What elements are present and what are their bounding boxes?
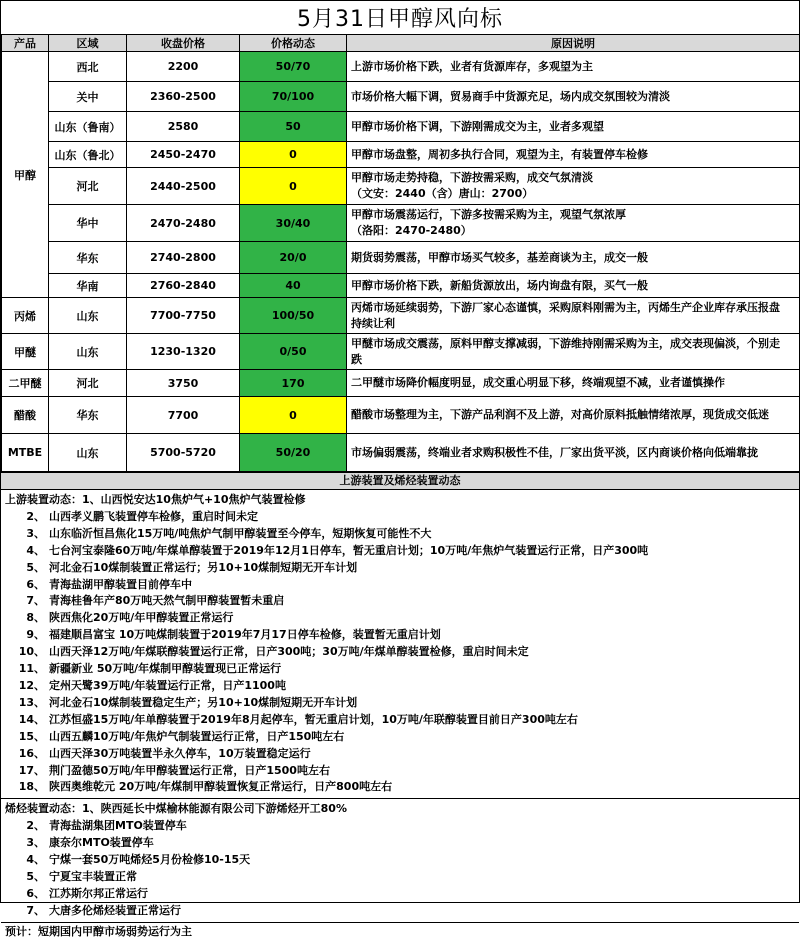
cell-change: 0 xyxy=(240,397,347,434)
cell-region: 河北 xyxy=(49,168,127,205)
cell-reason xyxy=(347,142,800,168)
page-title: 5月31日甲醇风向标 xyxy=(1,1,799,35)
item-number: 17、 xyxy=(18,763,45,777)
header-region: 区域 xyxy=(49,35,127,52)
cell-change: 170 xyxy=(240,370,347,397)
cell-reason xyxy=(347,274,800,298)
reason-line: 甲醇市场走势持稳，下游按需采购，成交气氛清淡 xyxy=(351,171,593,184)
cell-price: 5700-5720 xyxy=(127,434,240,472)
item-number: 5、 xyxy=(26,560,45,574)
cell-price: 7700-7750 xyxy=(127,298,240,334)
cell-region: 山东 xyxy=(49,434,127,472)
table-row xyxy=(2,242,800,274)
item-number: 3、 xyxy=(26,526,45,540)
price-table xyxy=(1,35,800,472)
item-text: 宁煤一套50万吨烯烃5月份检修10-15天 xyxy=(49,853,251,867)
reason-line: 持续让利 xyxy=(351,316,395,330)
cell-change: 40 xyxy=(240,274,347,298)
cell-region: 河北 xyxy=(49,370,127,397)
cell-region: 山东 xyxy=(49,298,127,334)
reason-line: 醋酸市场整理为主，下游产品利润不及上游，对高价原料抵触情绪浓厚，现货成交低迷 xyxy=(351,408,769,421)
table-row xyxy=(2,52,800,82)
cell-reason xyxy=(347,334,800,370)
cell-price: 2360-2500 xyxy=(127,82,240,112)
cell-product: 甲醇 xyxy=(2,52,49,298)
item-text: 山西悦安达10焦炉气+10焦炉气装置检修 xyxy=(100,493,306,506)
list-item xyxy=(5,509,795,526)
item-text: 康奈尔MTO装置停车 xyxy=(49,836,154,850)
item-number: 14、 xyxy=(18,712,45,726)
item-number: 6、 xyxy=(26,886,45,900)
item-text: 山西孝义鹏飞装置停车检修，重启时间未定 xyxy=(49,509,258,523)
list-item xyxy=(5,610,795,627)
reason-line: 市场偏弱震荡，终端业者求购积极性不佳，厂家出货平淡，区内商谈价格向低端靠拢 xyxy=(351,445,758,459)
cell-change: 50 xyxy=(240,112,347,142)
reason-line: 期货弱势震荡，甲醇市场买气较多，基差商谈为主，成交一般 xyxy=(351,250,648,264)
cell-price: 3750 xyxy=(127,370,240,397)
header-reason: 原因说明 xyxy=(347,35,800,52)
cell-region: 山东（鲁南） xyxy=(49,112,127,142)
item-number: 10、 xyxy=(18,645,45,659)
item-number: 4、 xyxy=(26,543,45,557)
list-item xyxy=(5,577,795,594)
reason-line: 二甲醚市场降价幅度明显，成交重心明显下移，终端观望不减，业者谨慎操作 xyxy=(351,376,725,389)
cell-reason xyxy=(347,397,800,434)
cell-reason xyxy=(347,168,800,205)
reason-line: 甲醇市场价格下跌，新船货源放出，场内询盘有限，买气一般 xyxy=(351,278,648,292)
cell-change: 50/20 xyxy=(240,434,347,472)
table-row xyxy=(2,434,800,472)
item-text: 福建顺昌富宝 10万吨煤制装置于2019年7月17日停车检修，装置暂无重启计划 xyxy=(49,628,441,642)
item-number: 12、 xyxy=(18,678,45,692)
list-item xyxy=(5,818,795,835)
list-item xyxy=(5,801,795,818)
cell-region: 山东（鲁北） xyxy=(49,142,127,168)
list-item xyxy=(5,492,795,509)
olefin-list xyxy=(5,801,795,919)
cell-change: 0 xyxy=(240,168,347,205)
table-row xyxy=(2,205,800,242)
cell-product: 丙烯 xyxy=(2,298,49,334)
item-number: 3、 xyxy=(26,836,45,850)
item-number: 7、 xyxy=(26,594,45,608)
table-header-row xyxy=(2,35,800,52)
reason-line: 跌 xyxy=(351,352,362,366)
item-text: 定州天鹭39万吨/年装置运行正常，日产1100吨 xyxy=(49,678,286,692)
upstream-section-header: 上游装置及烯烃装置动态 xyxy=(1,472,799,490)
item-number: 15、 xyxy=(18,729,45,743)
list-item xyxy=(5,835,795,852)
upstream-block xyxy=(1,490,799,799)
cell-reason xyxy=(347,112,800,142)
cell-price: 2740-2800 xyxy=(127,242,240,274)
cell-price: 2450-2470 xyxy=(127,142,240,168)
item-text: 陕西奥维乾元 20万吨/年煤制甲醇装置恢复正常运行，日产800吨左右 xyxy=(49,780,393,794)
forecast-text: 预计：短期国内甲醇市场弱势运行为主 xyxy=(5,924,192,938)
item-text: 江苏斯尔邦正常运行 xyxy=(49,886,148,900)
table-row xyxy=(2,168,800,205)
list-item xyxy=(5,729,795,746)
list-item xyxy=(5,695,795,712)
list-item xyxy=(5,712,795,729)
item-number: 9、 xyxy=(26,628,45,642)
item-text: 河北金石10煤制装置正常运行；另10+10煤制短期无开车计划 xyxy=(49,560,358,574)
list-item xyxy=(5,543,795,560)
list-item xyxy=(5,526,795,543)
reason-line: 甲醇市场盘整，周初多执行合同，观望为主，有装置停车检修 xyxy=(351,147,648,161)
cell-change: 30/40 xyxy=(240,205,347,242)
reason-line: （洛阳：2470-2480） xyxy=(351,224,472,237)
list-item xyxy=(5,903,795,920)
cell-region: 华中 xyxy=(49,205,127,242)
cell-region: 关中 xyxy=(49,82,127,112)
item-text: 河北金石10煤制装置稳定生产；另10+10煤制短期无开车计划 xyxy=(49,695,358,709)
header-price: 收盘价格 xyxy=(127,35,240,52)
cell-product: MTBE xyxy=(2,434,49,472)
item-number: 13、 xyxy=(18,695,45,709)
reason-line: 甲醇市场震荡运行，下游多按需采购为主，观望气氛浓厚 xyxy=(351,208,626,221)
item-number: 6、 xyxy=(26,577,45,591)
cell-region: 华东 xyxy=(49,242,127,274)
cell-reason xyxy=(347,52,800,82)
cell-reason xyxy=(347,82,800,112)
item-number: 18、 xyxy=(18,780,45,794)
cell-price: 2200 xyxy=(127,52,240,82)
item-number: 2、 xyxy=(26,509,45,523)
cell-price: 2580 xyxy=(127,112,240,142)
list-item xyxy=(5,644,795,661)
reason-line: 甲醚市场成交震荡，原料甲醇支撑减弱，下游维持刚需采购为主，成交表现偏淡，个别走 xyxy=(351,336,780,350)
cell-change: 100/50 xyxy=(240,298,347,334)
cell-price: 2440-2500 xyxy=(127,168,240,205)
list-item xyxy=(5,746,795,763)
table-body xyxy=(2,52,800,472)
list-item xyxy=(5,869,795,886)
table-row xyxy=(2,397,800,434)
cell-reason xyxy=(347,370,800,397)
list-item xyxy=(5,852,795,869)
cell-change: 0/50 xyxy=(240,334,347,370)
item-number: 5、 xyxy=(26,869,45,883)
cell-region: 西北 xyxy=(49,52,127,82)
item-number: 2、 xyxy=(26,819,45,833)
item-text: 新疆新业 50万吨/年煤制甲醇装置现已正常运行 xyxy=(49,662,282,676)
item-number: 16、 xyxy=(18,746,45,760)
item-text: 山西天泽12万吨/年煤联醇装置运行正常，日产300吨；30万吨/年煤单醇装置检修，重启时间未定 xyxy=(49,645,529,659)
cell-reason xyxy=(347,242,800,274)
cell-change: 20/0 xyxy=(240,242,347,274)
item-text: 七台河宝泰隆60万吨/年煤单醇装置于2019年12月1日停车，暂无重启计划；10万吨/年焦炉气装置运行正常，日产300吨 xyxy=(49,543,649,557)
table-row xyxy=(2,370,800,397)
cell-change: 0 xyxy=(240,142,347,168)
list-item xyxy=(5,627,795,644)
cell-product: 二甲醚 xyxy=(2,370,49,397)
item-text: 青海盐湖甲醇装置目前停车中 xyxy=(49,577,192,591)
cell-region: 山东 xyxy=(49,334,127,370)
item-number: 8、 xyxy=(26,611,45,625)
list-item xyxy=(5,560,795,577)
item-number: 4、 xyxy=(26,853,45,867)
item-text: 山东临沂恒昌焦化15万吨/吨焦炉气制甲醇装置至今停车，短期恢复可能性不大 xyxy=(49,526,432,540)
table-row xyxy=(2,82,800,112)
olefin-label: 烯烃装置动态： xyxy=(5,802,82,816)
item-number: 7、 xyxy=(26,903,45,917)
cell-price: 2760-2840 xyxy=(127,274,240,298)
list-item xyxy=(5,763,795,780)
cell-price: 7700 xyxy=(127,397,240,434)
item-number: 1、 xyxy=(82,802,101,816)
header-product: 产品 xyxy=(2,35,49,52)
reason-line: 甲醇市场价格下调，下游刚需成交为主，业者多观望 xyxy=(351,119,604,133)
item-text: 青海盐湖集团MTO装置停车 xyxy=(49,819,187,833)
item-text: 陕西延长中煤榆林能源有限公司下游烯烃开工80% xyxy=(100,802,347,816)
table-row xyxy=(2,142,800,168)
table-row xyxy=(2,298,800,334)
reason-line: 丙烯市场延续弱势，下游厂家心态谨慎，采购原料刚需为主，丙烯生产企业库存承压报盘 xyxy=(351,300,780,314)
reason-line: （文安：2440（含）唐山：2700） xyxy=(351,187,534,200)
list-item xyxy=(5,678,795,695)
table-row xyxy=(2,334,800,370)
cell-reason xyxy=(347,434,800,472)
cell-price: 1230-1320 xyxy=(127,334,240,370)
olefin-block xyxy=(1,799,799,922)
item-text: 山西五麟10万吨/年焦炉气制装置运行正常，日产150吨左右 xyxy=(49,729,345,743)
item-text: 山西天泽30万吨装置半永久停车，10万装置稳定运行 xyxy=(49,746,311,760)
table-row xyxy=(2,274,800,298)
reason-line: 上游市场价格下跌，业者有货源库存，多观望为主 xyxy=(351,59,593,73)
upstream-label: 上游装置动态： xyxy=(5,493,82,506)
item-text: 江苏恒盛15万吨/年单醇装置于2019年8月起停车，暂无重启计划，10万吨/年联醇装置目前日产300吨左右 xyxy=(49,712,578,726)
header-change: 价格动态 xyxy=(240,35,347,52)
reason-line: 市场价格大幅下调，贸易商手中货源充足，场内成交氛围较为清淡 xyxy=(351,89,670,103)
cell-change: 70/100 xyxy=(240,82,347,112)
item-number: 1、 xyxy=(82,493,101,506)
table-row xyxy=(2,112,800,142)
cell-change: 50/70 xyxy=(240,52,347,82)
list-item xyxy=(5,661,795,678)
item-text: 青海桂鲁年产80万吨天然气制甲醇装置暂未重启 xyxy=(49,594,285,608)
cell-product: 甲醚 xyxy=(2,334,49,370)
item-text: 荆门盈德50万吨/年甲醇装置运行正常，日产1500吨左右 xyxy=(49,763,330,777)
list-item xyxy=(5,779,795,796)
upstream-list xyxy=(5,492,795,796)
cell-reason xyxy=(347,205,800,242)
cell-region: 华南 xyxy=(49,274,127,298)
item-text: 大唐多伦烯烃装置正常运行 xyxy=(49,903,181,917)
item-number: 11、 xyxy=(18,662,45,676)
cell-price: 2470-2480 xyxy=(127,205,240,242)
list-item xyxy=(5,593,795,610)
item-text: 陕西焦化20万吨/年甲醇装置正常运行 xyxy=(49,611,234,625)
item-text: 宁夏宝丰装置正常 xyxy=(49,869,137,883)
cell-region: 华东 xyxy=(49,397,127,434)
cell-reason xyxy=(347,298,800,334)
cell-product: 醋酸 xyxy=(2,397,49,434)
list-item xyxy=(5,886,795,903)
